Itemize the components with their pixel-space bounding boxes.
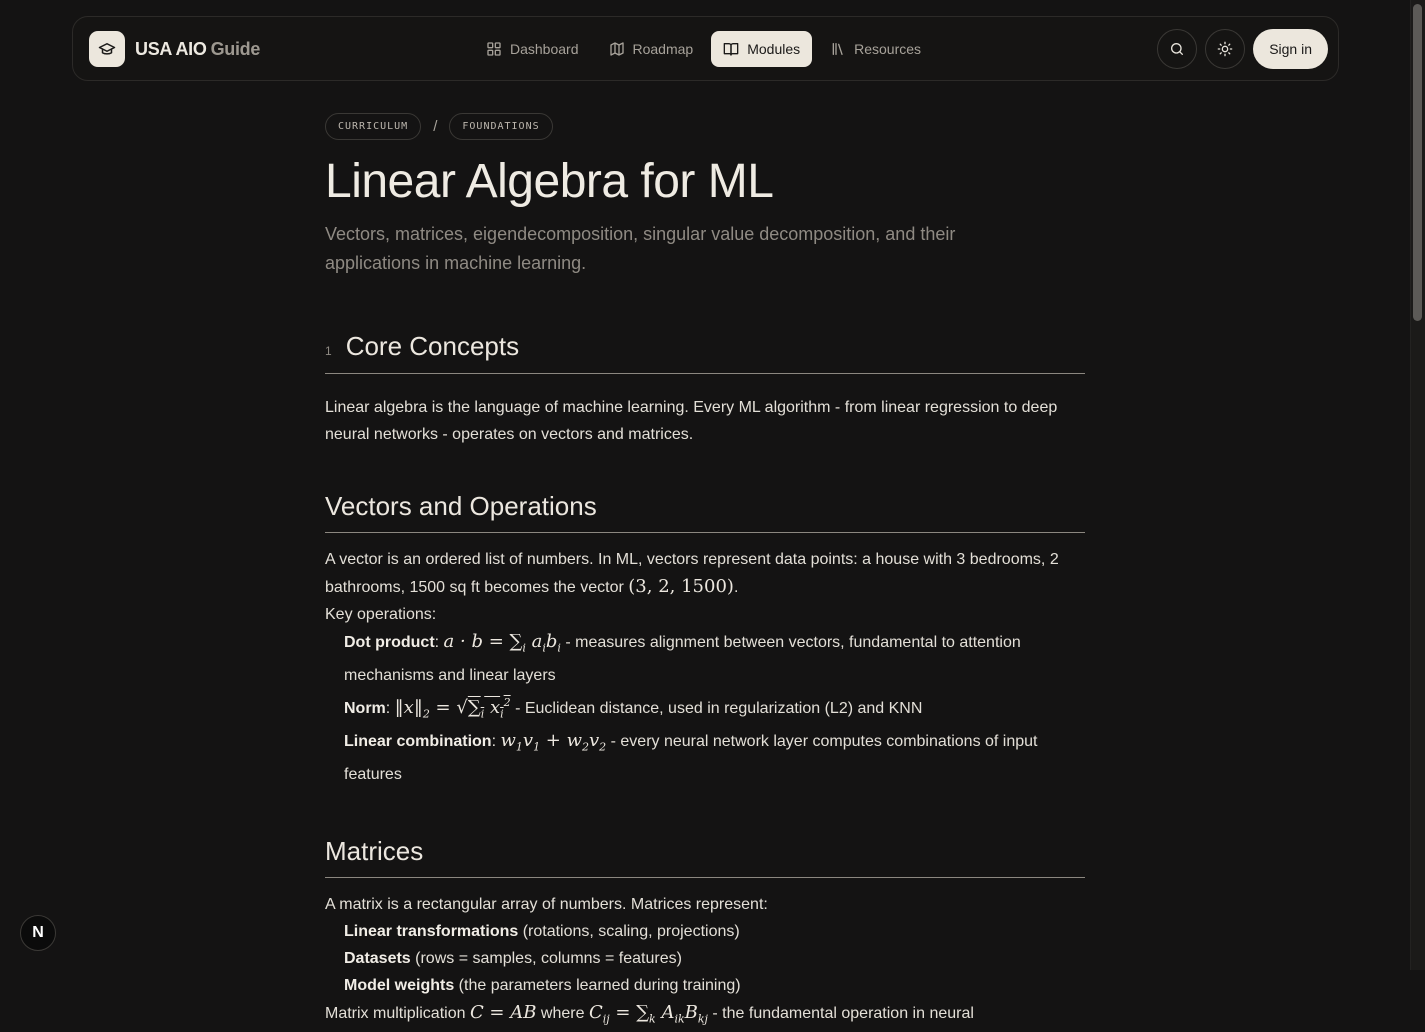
operations-list bbox=[325, 628, 1085, 788]
grid-icon bbox=[486, 41, 502, 57]
list-item-text: (the parameters learned during training) bbox=[454, 976, 741, 994]
matrices-body bbox=[325, 891, 1085, 1032]
map-icon bbox=[609, 41, 625, 57]
list-item bbox=[344, 945, 1085, 972]
top-navbar bbox=[72, 16, 1339, 81]
mm-text-mid: where bbox=[540, 1004, 585, 1022]
vectors-paragraph-text: A vector is an ordered list of numbers. In ML, vectors represent data points: a house with 3 bedrooms, 2 bathrooms, 1500 sq ft becomes the vector bbox=[325, 551, 1059, 596]
dot-product-formula: $a \cdot b = \sum_i$ $a_ib_i$ bbox=[443, 631, 561, 655]
key-operations-label: Key operations: bbox=[325, 606, 437, 623]
mm-text-start: Matrix multiplication bbox=[325, 1004, 466, 1022]
vectors-body bbox=[325, 546, 1085, 788]
breadcrumb bbox=[325, 113, 1085, 140]
brand-sub: Guide bbox=[210, 38, 261, 59]
nav-resources-label: Resources bbox=[854, 41, 922, 57]
page-subtitle: Vectors, matrices, eigendecomposition, singular value decomposition, and their applications in machine learning. bbox=[325, 224, 956, 273]
matmul-element-formula: $C_{ij} = \sum_k$ $A_{ik}B_{kj}$ bbox=[588, 1001, 708, 1026]
nav-modules-label: Modules bbox=[747, 41, 801, 57]
search-button[interactable] bbox=[1157, 29, 1197, 69]
nav-dashboard-label: Dashboard bbox=[510, 41, 579, 57]
vectors-paragraph: A vector is an ordered list of numbers. In ML, vectors represent data points: a house with 3 bedrooms, 2 bathrooms, 1500 sq ft becomes the vector (3, 2, 1500). bbox=[325, 551, 1059, 597]
list-item-term: Dot product bbox=[344, 634, 435, 651]
breadcrumb-separator: / bbox=[433, 118, 438, 135]
matrices-list bbox=[325, 918, 1085, 999]
nav-roadmap-label: Roadmap bbox=[632, 41, 694, 57]
list-item-term: Linear transformations bbox=[344, 922, 519, 940]
matrices-paragraph: A matrix is a rectangular array of numbers. Matrices represent: bbox=[325, 895, 768, 913]
section-title: Core Concepts bbox=[345, 331, 520, 361]
nav-resources[interactable] bbox=[818, 31, 933, 67]
section-number: 1 bbox=[325, 344, 332, 358]
list-item-text: - Euclidean distance, used in regularization (L2) and KNN bbox=[510, 699, 923, 717]
list-item-term: Norm bbox=[344, 699, 386, 717]
list-item-term: Datasets bbox=[344, 949, 411, 967]
list-item-text: (rows = samples, columns = features) bbox=[410, 949, 682, 967]
nav-modules[interactable] bbox=[711, 31, 812, 67]
breadcrumb-foundations[interactable]: FOUNDATIONS bbox=[449, 113, 552, 140]
list-item-term: Linear combination bbox=[344, 733, 492, 751]
main-nav bbox=[474, 31, 933, 67]
mm-text-end: - the fundamental operation in neural bbox=[712, 1004, 974, 1022]
list-item: Linear combination: $w_1v_1 + w_2v_2$ - every neural network layer computes combinations of input features bbox=[344, 730, 1038, 783]
brand-name: USA AIO bbox=[135, 38, 207, 59]
breadcrumb-curriculum[interactable]: CURRICULUM bbox=[325, 113, 421, 140]
list-item-term: Model weights bbox=[344, 976, 455, 994]
graduation-cap-icon bbox=[89, 31, 125, 67]
article bbox=[325, 113, 1085, 1032]
matrices-heading: Matrices bbox=[325, 836, 1085, 878]
search-icon bbox=[1169, 41, 1185, 57]
nav-roadmap[interactable] bbox=[597, 31, 706, 67]
scrollbar-thumb[interactable] bbox=[1413, 4, 1422, 321]
list-item-text: - every neural network layer computes combinations of input features bbox=[344, 733, 1038, 783]
linear-combination-formula: $w_1v_1 + w_2v_2$ bbox=[500, 730, 607, 754]
list-item: Dot product: $a \cdot b = \sum_i$ $a_ib_i$ - measures alignment between vectors, fundamental to attention mechanisms and linear layers bbox=[344, 631, 1021, 684]
nav-dashboard[interactable] bbox=[474, 31, 591, 67]
book-open-icon bbox=[723, 41, 739, 57]
sign-in-button[interactable]: Sign in bbox=[1253, 29, 1328, 69]
list-item bbox=[344, 972, 1085, 999]
list-item: Norm: $‖x‖_2 = √\sum_i$ $x_i^2$ - Euclidean distance, used in regularization (L2) and KNN bbox=[344, 695, 923, 721]
library-icon bbox=[830, 41, 846, 57]
brand-logo-link[interactable] bbox=[89, 31, 260, 67]
list-item-text: (rotations, scaling, projections) bbox=[518, 922, 740, 940]
norm-formula: $‖x‖_2 = √\sum_i$ $x_i^2$ bbox=[394, 695, 511, 721]
vectors-heading: Vectors and Operations bbox=[325, 491, 1085, 533]
nextjs-dev-badge[interactable]: N bbox=[20, 915, 56, 951]
matmul-formula: C = AB bbox=[469, 1001, 537, 1023]
vector-example-math: (3, 2, 1500) bbox=[628, 576, 734, 597]
section-intro: Linear algebra is the language of machine learning. Every ML algorithm - from linear regression to deep neural networks - operates on vectors and matrices. bbox=[325, 399, 1058, 443]
section-header bbox=[325, 331, 1085, 374]
theme-toggle-button[interactable] bbox=[1205, 29, 1245, 69]
header-actions bbox=[1157, 29, 1328, 69]
list-item bbox=[344, 918, 1085, 945]
page-title: Linear Algebra for ML bbox=[325, 155, 774, 208]
matrix-multiplication-paragraph bbox=[325, 999, 1085, 1032]
sun-icon bbox=[1217, 41, 1233, 57]
list-item-text: - measures alignment between vectors, fundamental to attention mechanisms and linear layers bbox=[344, 634, 1021, 684]
